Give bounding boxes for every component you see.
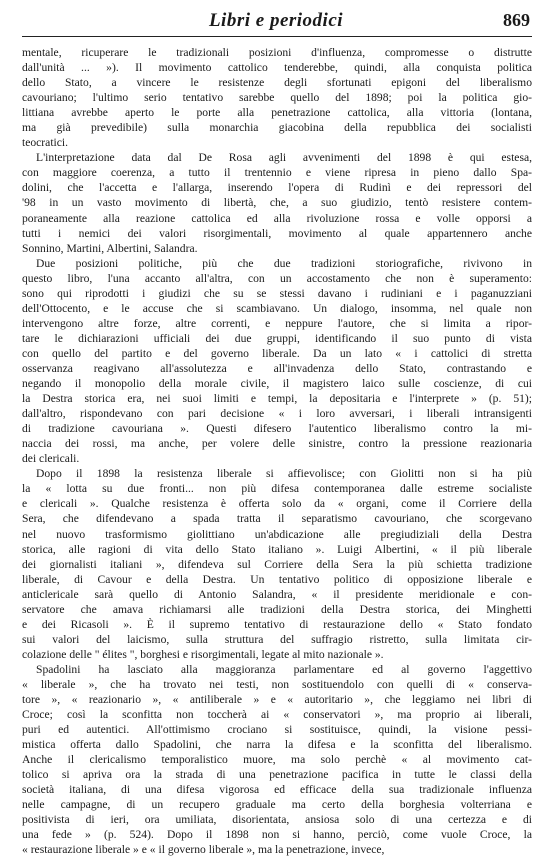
running-title: Libri e periodici bbox=[208, 10, 344, 31]
text-line: tutti i nemici dei valori risorgimentali, movimento al quale appartennero anche bbox=[22, 226, 532, 240]
paragraph bbox=[22, 150, 532, 255]
text-line: poraneamente alla reazione cattolica ed alla rivoluzione rossa e volle opporsi a bbox=[22, 211, 532, 225]
header-rule bbox=[22, 36, 532, 37]
text-line: la Destra storica era, nei suoi limiti e tempi, la depositaria e l'interprete » (p. 51); bbox=[22, 392, 532, 406]
text-line: ma già prevedibile) sulla monarchia giacobina della repubblica dei socialisti bbox=[22, 121, 532, 135]
text-line: '98 in un vasto movimento di libertà, che, a suo giudizio, tentò resistere contem- bbox=[22, 196, 532, 210]
text-line: storica, alle ragioni di vita dello Stato italiano ». Luigi Albertini, « il più liberale bbox=[22, 542, 532, 556]
paragraph bbox=[22, 466, 532, 662]
text-line: la « lotta su due fronti... non più difesa contemporanea dalle estreme socialiste bbox=[22, 482, 532, 496]
text-line: Spadolini ha lasciato alla maggioranza parlamentare ed al governo l'aggettivo bbox=[36, 662, 532, 676]
text-line: anticlericale sarà quello di Antonio Salandra, « il presidente meridionale e con- bbox=[22, 587, 532, 601]
text-line: dall'altro, rispondevano con pari decisione « i loro avversari, i liberali intransigenti bbox=[22, 407, 532, 421]
text-line: sono qui riprodotti i giudizi che su se stessi davano i rudiniani e i paganuzziani bbox=[22, 286, 532, 300]
text-line: questo libro, l'una accanto all'altra, con un accostamento che non è superamento: bbox=[22, 271, 532, 285]
text-line: teocratici. bbox=[22, 136, 69, 150]
text-line: Sonnino, Martini, Albertini, Salandra. bbox=[22, 241, 198, 255]
text-line: puri ed autentici. All'ottimismo crociano si sostituisce, quindi, la visione pessi- bbox=[22, 723, 532, 737]
text-line: Sera, che difendevano a spada tratta il separatismo cavouriano, che scorgevano bbox=[22, 512, 532, 526]
text-line: sui valori del laicismo, sulla struttura del suffragio ristretto, sulla limitata cir- bbox=[22, 632, 532, 646]
text-line: dei giornalisti italiani », difendeva sul Corriere della Sera la più schietta tradizione bbox=[22, 557, 532, 571]
text-line: « restaurazione liberale » e « il governo liberale », ma la penetrazione, invece, bbox=[22, 843, 385, 857]
article-body bbox=[22, 45, 532, 858]
text-line: di tradizione cavouriana ». Questi difesero l'autentico liberalismo contro la mi- bbox=[22, 422, 532, 436]
page-number: 869 bbox=[503, 10, 530, 30]
text-line: positivista di ieri, ora umiliata, disorientata, ansiosa solo di una certezza e di bbox=[22, 813, 532, 827]
text-line: con maggiore coerenza, a tutto il trentennio e viene ripresa in pieno dallo Spa- bbox=[22, 166, 532, 180]
text-line: con quello del partito e del governo liberale. Da un lato « i cattolici di stretta bbox=[22, 346, 532, 360]
text-line: L'interpretazione data dal De Rosa agli avvenimenti del 1898 è qui estesa, bbox=[36, 151, 532, 165]
text-line: dell'Ottocento, e le accuse che si scambiavano. Un dialogo, insomma, nel quale non bbox=[22, 301, 532, 315]
text-line: naccia dei rossi, ma anche, per volere delle sinistre, contro la pressione reazionaria bbox=[22, 437, 532, 451]
text-line: dello Stato, a vincere le resistenze degli sfortunati epigoni del liberalismo bbox=[22, 76, 532, 90]
text-line: mentale, ricuperare le tradizionali posizioni d'influenza, compromesse o distrutte bbox=[22, 46, 532, 59]
text-line: « liberale », che ha trovato nei testi, non sostituendolo con quelli di « conserva- bbox=[22, 677, 532, 691]
text-line: littiana avrebbe aperto le porte alla penetrazione cattolica, alla vittoria (lontana, bbox=[22, 106, 532, 120]
text-line: cavouriano; l'ultimo serio tentativo sarebbe quello del 1898; poi la politica gio- bbox=[22, 91, 532, 105]
text-line: dall'unità ... »). Il movimento cattolico tenderebbe, quindi, alla conquista politica bbox=[22, 61, 532, 75]
text-line: e clericali ». Qualche resistenza è offerta solo da « organi, come il Corriere della bbox=[22, 497, 532, 511]
text-line: tore », « reazionario », « antiliberale » e « autoritario », che leggiamo nei libri di bbox=[22, 693, 532, 707]
text-line: servatore che amava richiamarsi alle tradizioni della Destra storica, dei Minghetti bbox=[22, 602, 532, 616]
text-line: nel nuovo trasformismo giolittiano un'abdicazione alle pregiudiziali della Destra bbox=[22, 527, 532, 541]
text-line: intervengono altre forze, altre correnti, e neppure l'autore, che si limita a ripor- bbox=[22, 316, 532, 330]
running-header bbox=[22, 8, 530, 34]
text-line: liberale, di Cavour e della Destra. Un tentativo politico di opposizione liberale e bbox=[22, 572, 532, 586]
text-line: società italiana, di una difesa vigorosa ed efficace della sua tradizionale influenza bbox=[22, 783, 532, 797]
text-line: una fede » (p. 524). Dopo il 1898 non si hanno, perciò, come vuole Croce, la bbox=[22, 828, 532, 842]
text-line: Anche il clericalismo temporalistico muore, ma solo perchè « al movimento cat- bbox=[22, 753, 532, 767]
paragraph bbox=[22, 256, 532, 467]
text-line: nelle campagne, di un recupero graduale ma certo della borghesia volterriana e bbox=[22, 798, 532, 812]
text-line: Due posizioni politiche, più che due tradizioni storiografiche, rivivono in bbox=[36, 256, 532, 270]
text-line: Croce; così la sconfitta non toccherà ai « conservatori », ma proprio ai liberali, bbox=[22, 708, 532, 722]
text-line: tolico si apriva ora la strada di una penetrazione pacifica in tutte le classi della bbox=[22, 768, 532, 782]
text-line: colazione delle " élites ", borghesi e risorgimentali, legate al mito nazionale ». bbox=[22, 647, 384, 661]
paragraph bbox=[22, 662, 532, 858]
text-line: mistica offerta dallo Spadolini, che narra la difesa e la sconfitta del liberalismo. bbox=[22, 738, 532, 752]
text-line: osservanza reagivano all'assolutezza e all'invadenza dello Stato, contrastando e bbox=[22, 361, 532, 375]
text-line: Dopo il 1898 la resistenza liberale si affievolisce; con Giolitti non si ha più bbox=[36, 467, 532, 481]
text-line: dei clericali. bbox=[22, 452, 80, 466]
text-line: e dei Ricasoli ». È il supremo tentativo di restaurazione dello « Stato fondato bbox=[22, 617, 532, 631]
text-line: negando il monopolio della morale civile, il magistero laico sulle coscienze, di cui bbox=[22, 377, 532, 391]
paragraph bbox=[22, 45, 532, 150]
text-line: tare le dichiarazioni ufficiali dei due gruppi, identificando il suo punto di vista bbox=[22, 331, 532, 345]
text-line: dolini, che l'accetta e l'allarga, inserendo l'opera di Rudinì e dei repressori del bbox=[22, 181, 532, 195]
